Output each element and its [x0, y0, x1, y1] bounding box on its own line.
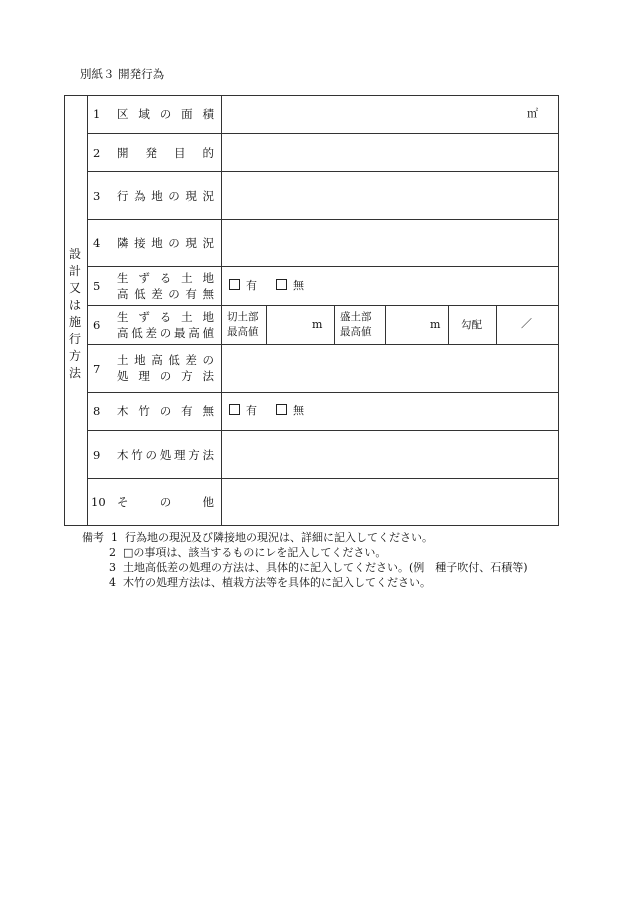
row-label-other: その他 [117, 495, 214, 509]
row-label-max-height-line1: 生ずる土地 [117, 310, 214, 324]
adjacent-status-input-cell[interactable] [224, 222, 556, 264]
note-1: 備考 1 行為地の現況及び隣接地の現況は、詳細に記入してください。 [82, 531, 433, 544]
row-number-9: 9 [93, 448, 101, 462]
row-number-4: 4 [93, 236, 101, 250]
row-label-treatment-line2: 処理の方法 [117, 369, 214, 383]
row-label-max-height-line2: 高低差の最高値 [117, 326, 214, 340]
slope-value-input[interactable]: ／ [521, 317, 532, 330]
cut-label-line1: 切土部 [227, 311, 259, 323]
row-label-treatment-line1: 土地高低差の [117, 353, 214, 367]
area-unit: ㎡ [527, 107, 538, 120]
row-number-10: 10 [91, 495, 106, 509]
row-label-trees: 木竹の有無 [117, 404, 214, 418]
height-diff-no-option[interactable]: 無 [276, 279, 304, 293]
row-number-8: 8 [93, 404, 101, 418]
cut-value-input[interactable]: m [312, 318, 323, 331]
trees-yes-option[interactable]: 有 [229, 404, 257, 418]
cut-label-line2: 最高値 [227, 326, 259, 338]
notes-section [82, 530, 528, 590]
row-label-height-diff-line2: 高低差の有無 [117, 287, 214, 301]
row-number-3: 3 [93, 189, 101, 203]
area-input-cell[interactable] [224, 98, 524, 130]
other-input-cell[interactable] [224, 481, 556, 523]
note-4: 4 木竹の処理方法は、植栽方法等を具体的に記入してください。 [109, 576, 431, 589]
document-title: 別紙３ 開発行為 [80, 67, 165, 81]
row-label-site-status: 行為地の現況 [117, 189, 214, 203]
row-label-area: 区域の面積 [117, 107, 214, 121]
fill-label-line2: 最高値 [340, 326, 372, 338]
yes-checkbox[interactable] [229, 279, 240, 290]
note-3: 3 土地高低差の処理の方法は、具体的に記入してください。(例 種子吹付、石積等) [109, 561, 528, 574]
treatment-input-cell[interactable] [224, 347, 556, 389]
row-number-2: 2 [93, 146, 101, 160]
no-checkbox[interactable] [276, 279, 287, 290]
site-status-input-cell[interactable] [224, 174, 556, 216]
row-label-adjacent-status: 隣接地の現況 [117, 236, 214, 250]
purpose-input-cell[interactable] [224, 136, 556, 168]
trees-yes-checkbox[interactable] [229, 404, 240, 415]
row-label-purpose: 開発目的 [117, 146, 214, 160]
row-number-6: 6 [93, 318, 101, 332]
trees-no-option[interactable]: 無 [276, 404, 304, 418]
row-number-5: 5 [93, 279, 101, 293]
tree-treatment-input-cell[interactable] [224, 433, 556, 475]
slope-label: 勾配 [461, 319, 482, 331]
row-label-height-diff-line1: 生ずる土地 [117, 271, 214, 285]
row-label-tree-treatment: 木竹の処理方法 [117, 448, 214, 462]
height-diff-yes-option[interactable]: 有 [229, 279, 257, 293]
row-number-1: 1 [93, 107, 101, 121]
row-number-7: 7 [93, 362, 101, 376]
trees-no-checkbox[interactable] [276, 404, 287, 415]
note-2: 2 □の事項は、該当するものにレを記入してください。 [109, 546, 387, 559]
fill-value-input[interactable]: m [430, 318, 441, 331]
fill-label-line1: 盛土部 [340, 311, 372, 323]
